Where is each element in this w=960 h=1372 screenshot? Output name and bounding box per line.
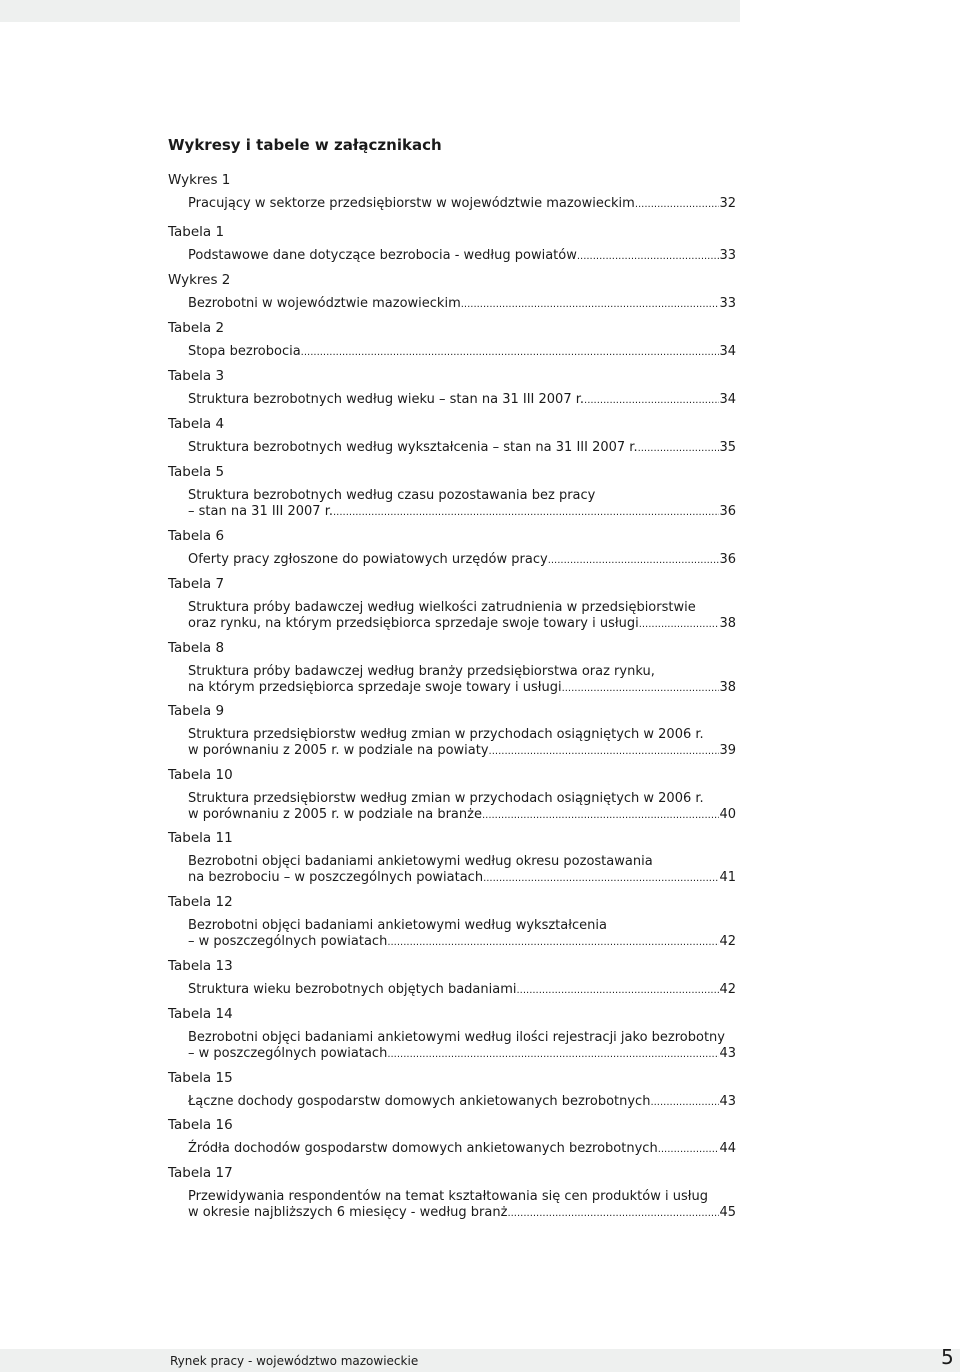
toc-entry-leader-row[interactable] <box>188 344 736 361</box>
toc-entry-label: Tabela 13 <box>168 958 233 974</box>
dot-leader <box>333 505 719 521</box>
toc-entry <box>168 574 736 633</box>
dot-leader <box>639 617 720 633</box>
toc-entry-title: Podstawowe dane dotyczące bezrobocia - według powiatów <box>188 248 577 263</box>
dot-leader <box>516 983 719 999</box>
toc-entry-description <box>188 1094 736 1111</box>
toc-entry-label: Wykres 1 <box>168 172 231 188</box>
page-heading: Wykresy i tabele w załącznikach <box>168 136 442 154</box>
toc-entry-label: Tabela 9 <box>168 703 225 719</box>
toc-entry-label: Tabela 16 <box>168 1117 233 1133</box>
toc-entry-title: Bezrobotni w województwie mazowieckim <box>188 296 461 311</box>
toc-entry-description <box>188 392 736 409</box>
toc-entry-description <box>188 982 736 999</box>
toc-entry <box>168 701 736 760</box>
toc-entry <box>168 222 736 265</box>
toc-entry-title: Struktura bezrobotnych według wykształcenia – stan na 31 III 2007 r. <box>188 440 638 455</box>
toc-entry-description <box>188 440 736 457</box>
dot-leader <box>650 1095 719 1111</box>
toc-entry-leader-row[interactable] <box>188 392 736 409</box>
toc-entry-description <box>188 791 736 824</box>
toc-entry-page-number: 36 <box>719 552 736 567</box>
toc-entry-title: Struktura wieku bezrobotnych objętych badaniami <box>188 982 517 997</box>
toc-entry-label: Tabela 7 <box>168 576 225 592</box>
toc-entry-label: Tabela 8 <box>168 640 225 656</box>
toc-entry-page-number: 32 <box>719 196 736 211</box>
toc-entry-description <box>188 248 736 265</box>
dot-leader <box>638 441 720 457</box>
toc-entry-leader-row[interactable] <box>188 870 736 887</box>
toc-entry-title: Łączne dochody gospodarstw domowych ankietowanych bezrobotnych <box>188 1094 651 1109</box>
toc-entry-page-number: 42 <box>719 934 736 949</box>
dot-leader <box>483 871 719 887</box>
toc-entry-page-number: 38 <box>719 680 736 695</box>
toc-entry-title: Pracujący w sektorze przedsiębiorstw w województwie mazowieckim <box>188 196 635 211</box>
toc-entry-title: – stan na 31 III 2007 r. <box>188 504 333 519</box>
toc-entry <box>168 270 736 313</box>
toc-entry-title-line: Bezrobotni objęci badaniami ankietowymi według okresu pozostawania <box>188 854 653 869</box>
toc-entry-title-line: Struktura próby badawczej według wielkości zatrudnienia w przedsiębiorstwie <box>188 600 696 615</box>
toc-entry-leader-row[interactable] <box>188 296 736 313</box>
toc-entry-title: – w poszczególnych powiatach <box>188 1046 388 1061</box>
toc-entry <box>168 765 736 824</box>
toc-entry-label: Tabela 1 <box>168 224 225 240</box>
toc-entry-description <box>188 344 736 361</box>
toc-entry-label: Tabela 5 <box>168 464 225 480</box>
toc-entry-title-line: Bezrobotni objęci badaniami ankietowymi według ilości rejestracji jako bezrobotny <box>188 1030 725 1045</box>
toc-entry-description <box>188 488 736 521</box>
toc-entry-page-number: 33 <box>719 248 736 263</box>
dot-leader <box>635 197 720 213</box>
toc-entry-leader-row[interactable] <box>188 440 736 457</box>
toc-entry-title: – w poszczególnych powiatach <box>188 934 388 949</box>
toc-entry-label: Tabela 4 <box>168 416 225 432</box>
toc-entry-title: Struktura bezrobotnych według wieku – stan na 31 III 2007 r. <box>188 392 585 407</box>
toc-entry-page-number: 43 <box>719 1094 736 1109</box>
toc-entry-label: Tabela 15 <box>168 1070 233 1086</box>
toc-entry <box>168 1004 736 1063</box>
toc-entry <box>168 828 736 887</box>
toc-entry-page-number: 33 <box>719 296 736 311</box>
dot-leader <box>489 744 720 760</box>
toc-entry-title: na którym przedsiębiorca sprzedaje swoje towary i usługi <box>188 680 562 695</box>
dot-leader <box>387 1047 719 1063</box>
toc-entry-title: w porównaniu z 2005 r. w podziale na branże <box>188 807 482 822</box>
dot-leader <box>562 681 720 697</box>
toc-entry-page-number: 42 <box>719 982 736 997</box>
toc-entry <box>168 526 736 569</box>
toc-entry-description <box>188 1189 736 1222</box>
toc-entry-description <box>188 1030 736 1063</box>
toc-entry-title: oraz rynku, na którym przedsiębiorca sprzedaje swoje towary i usługi <box>188 616 639 631</box>
toc-entry-page-number: 40 <box>719 807 736 822</box>
dot-leader <box>548 553 720 569</box>
footer-band <box>0 1349 960 1372</box>
toc-entry-title: Stopa bezrobocia <box>188 344 301 359</box>
toc-entry-description <box>188 1141 736 1158</box>
toc-entry-leader-row[interactable] <box>188 196 736 213</box>
toc-entry-title-line: Przewidywania respondentów na temat kształtowania się cen produktów i usług <box>188 1189 708 1204</box>
dot-leader <box>387 935 719 951</box>
toc-entry-leader-row[interactable] <box>188 1046 736 1063</box>
toc-entry <box>168 414 736 457</box>
toc-entry-label: Tabela 17 <box>168 1165 233 1181</box>
toc-entry-label: Tabela 6 <box>168 528 225 544</box>
toc-entry-description <box>188 296 736 313</box>
footer-title: Rynek pracy - województwo mazowieckie <box>170 1354 419 1368</box>
toc-entry-label: Tabela 3 <box>168 368 225 384</box>
toc-entry-page-number: 43 <box>719 1046 736 1061</box>
toc-entry-description <box>188 918 736 951</box>
toc-entry-title-line: Struktura przedsiębiorstw według zmian w przychodach osiągniętych w 2006 r. <box>188 791 704 806</box>
toc-entry-description <box>188 196 736 213</box>
dot-leader <box>461 297 720 313</box>
toc-entry <box>168 170 736 213</box>
toc-entry-leader-row[interactable] <box>188 807 736 824</box>
toc-entry-leader-row[interactable] <box>188 248 736 265</box>
toc-entry-label: Wykres 2 <box>168 272 231 288</box>
toc-entry-title-line: Struktura przedsiębiorstw według zmian w przychodach osiągniętych w 2006 r. <box>188 727 704 742</box>
toc-entry-page-number: 45 <box>719 1205 736 1220</box>
toc-entry-description <box>188 854 736 887</box>
toc-entry <box>168 318 736 361</box>
dot-leader <box>658 1142 720 1158</box>
toc-entry <box>168 892 736 951</box>
toc-entry-page-number: 34 <box>719 344 736 359</box>
toc-entry-label: Tabela 10 <box>168 767 233 783</box>
toc-entry-title: w okresie najbliższych 6 miesięcy - według branż <box>188 1205 508 1220</box>
toc-entry-title: na bezrobociu – w poszczególnych powiatach <box>188 870 484 885</box>
toc-entry-label: Tabela 11 <box>168 830 233 846</box>
toc-entry-leader-row[interactable] <box>188 552 736 569</box>
toc-entry-description <box>188 600 736 633</box>
toc-entry-title-line: Struktura bezrobotnych według czasu pozostawania bez pracy <box>188 488 596 503</box>
toc-entry-label: Tabela 14 <box>168 1006 233 1022</box>
toc-entry <box>168 1115 736 1158</box>
toc-entry-title: w porównaniu z 2005 r. w podziale na powiaty <box>188 743 489 758</box>
toc-entry-leader-row[interactable] <box>188 680 736 697</box>
toc-entry-description <box>188 727 736 760</box>
toc-entry-title: Źródła dochodów gospodarstw domowych ankietowanych bezrobotnych <box>188 1141 658 1156</box>
toc-entry-leader-row[interactable] <box>188 982 736 999</box>
top-band <box>0 0 740 22</box>
dot-leader <box>577 249 720 265</box>
dot-leader <box>507 1206 719 1222</box>
toc-entry-page-number: 44 <box>719 1141 736 1156</box>
toc-entry <box>168 956 736 999</box>
toc-entry-label: Tabela 2 <box>168 320 225 336</box>
toc-entry <box>168 1163 736 1222</box>
toc-entry-page-number: 41 <box>719 870 736 885</box>
toc-entry-page-number: 39 <box>719 743 736 758</box>
dot-leader <box>482 808 719 824</box>
toc-entry-leader-row[interactable] <box>188 1141 736 1158</box>
toc-entry-leader-row[interactable] <box>188 1205 736 1222</box>
toc-entry-page-number: 34 <box>719 392 736 407</box>
toc-entry-page-number: 36 <box>719 504 736 519</box>
toc-entry-description <box>188 552 736 569</box>
toc-entry-leader-row[interactable] <box>188 934 736 951</box>
toc-entry-description <box>188 664 736 697</box>
toc-entry <box>168 462 736 521</box>
toc-entry <box>168 366 736 409</box>
toc-entry-leader-row[interactable] <box>188 616 736 633</box>
toc-entry-leader-row[interactable] <box>188 1094 736 1111</box>
toc-entry-title-line: Struktura próby badawczej według branży przedsiębiorstwa oraz rynku, <box>188 664 655 679</box>
toc-entry-leader-row[interactable] <box>188 743 736 760</box>
toc-entry <box>168 638 736 697</box>
dot-leader <box>301 345 720 361</box>
page-number: 5 <box>941 1345 954 1369</box>
dot-leader <box>584 393 719 409</box>
toc-entry <box>168 1068 736 1111</box>
toc-entry-leader-row[interactable] <box>188 504 736 521</box>
toc-entry-label: Tabela 12 <box>168 894 233 910</box>
toc-entry-title-line: Bezrobotni objęci badaniami ankietowymi według wykształcenia <box>188 918 607 933</box>
toc-entry-page-number: 35 <box>719 440 736 455</box>
toc-entry-page-number: 38 <box>719 616 736 631</box>
toc-entry-title: Oferty pracy zgłoszone do powiatowych urzędów pracy <box>188 552 548 567</box>
